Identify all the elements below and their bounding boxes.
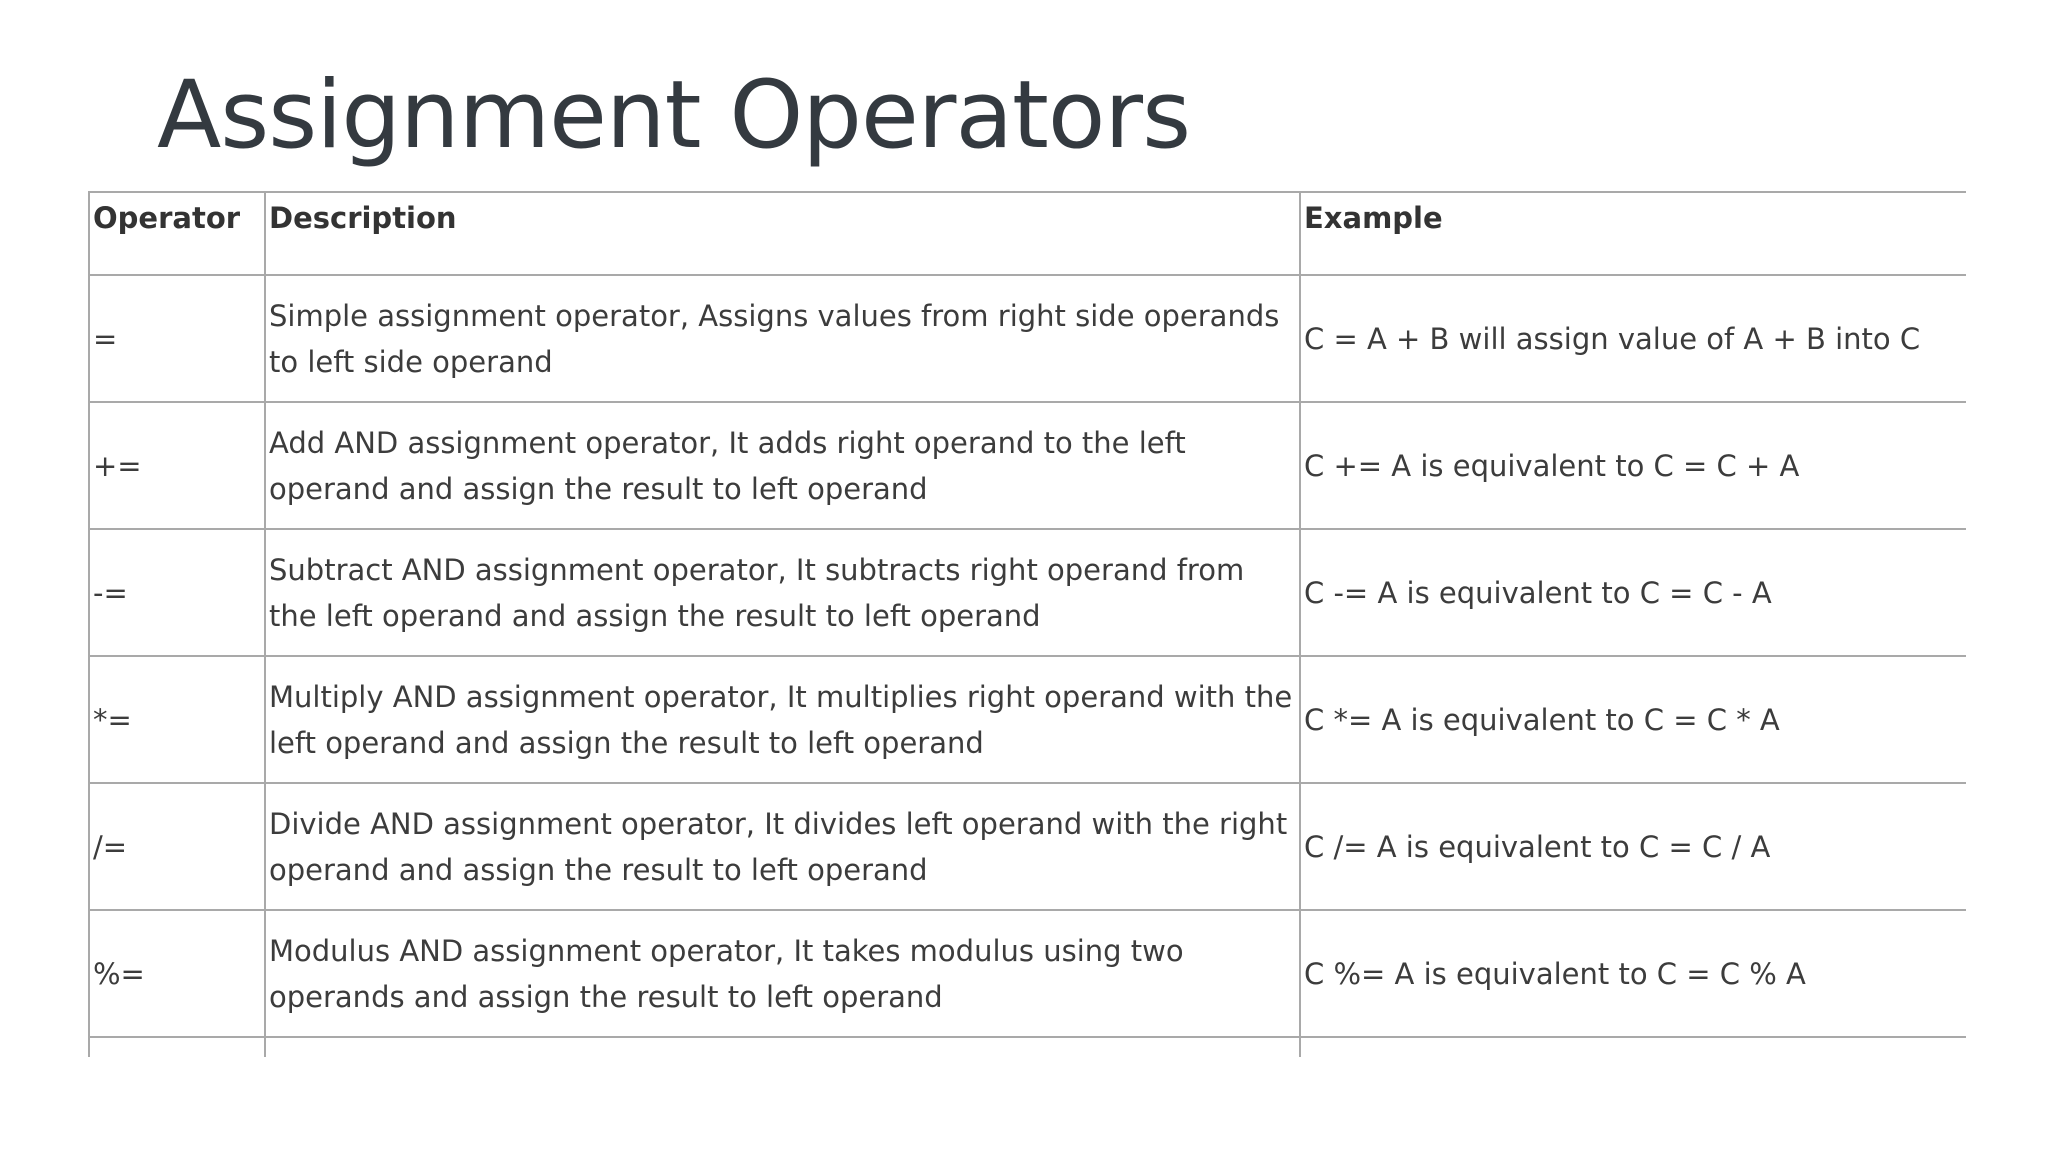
table-row [89,275,1966,402]
table-row [89,783,1966,910]
table-row [89,402,1966,529]
table-row-cut-off [89,1037,1966,1057]
cell-empty [89,1037,265,1057]
operators-table [88,191,1966,1057]
cell-example: C *= A is equivalent to C = C * A [1300,656,1966,783]
cell-example: C += A is equivalent to C = C + A [1300,402,1966,529]
cell-example: C -= A is equivalent to C = C - A [1300,529,1966,656]
cell-example: C %= A is equivalent to C = C % A [1300,910,1966,1037]
operators-table-container [88,191,1966,1070]
header-description: Description [265,192,1300,275]
cell-description: Multiply AND assignment operator, It multiplies right operand with the left operand and assign the result to left operand [265,656,1300,783]
cell-description: Add AND assignment operator, It adds right operand to the left operand and assign the result to left operand [265,402,1300,529]
cell-description: Modulus AND assignment operator, It takes modulus using two operands and assign the result to left operand [265,910,1300,1037]
cell-operator: %= [89,910,265,1037]
cell-operator: -= [89,529,265,656]
cell-example: C /= A is equivalent to C = C / A [1300,783,1966,910]
table-row [89,656,1966,783]
cell-description: Subtract AND assignment operator, It subtracts right operand from the left operand and assign the result to left operand [265,529,1300,656]
cell-operator: *= [89,656,265,783]
cell-empty [1300,1037,1966,1057]
cell-empty [265,1037,1300,1057]
cell-operator: += [89,402,265,529]
cell-example: C = A + B will assign value of A + B into C [1300,275,1966,402]
slide-title: Assignment Operators [157,61,1191,170]
header-example: Example [1300,192,1966,275]
cell-operator: = [89,275,265,402]
table-row [89,529,1966,656]
cell-description: Simple assignment operator, Assigns values from right side operands to left side operand [265,275,1300,402]
cell-operator: /= [89,783,265,910]
header-operator: Operator [89,192,265,275]
table-header-row [89,192,1966,275]
cell-description: Divide AND assignment operator, It divides left operand with the right operand and assign the result to left operand [265,783,1300,910]
table-row [89,910,1966,1037]
